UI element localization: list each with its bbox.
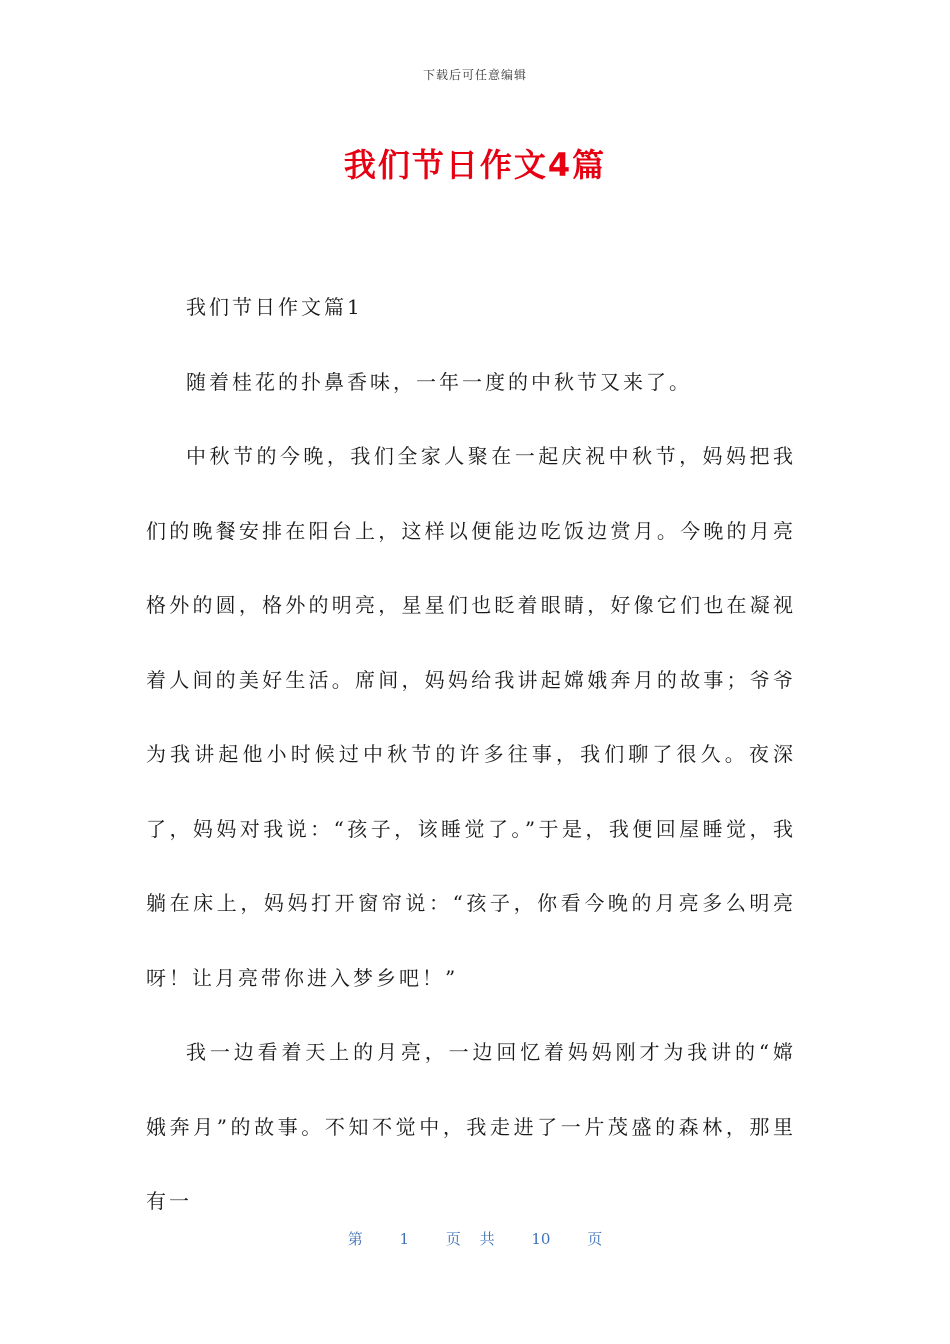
paragraph: 随着桂花的扑鼻香味，一年一度的中秋节又来了。 — [186, 369, 692, 394]
paragraph: 中秋节的今晚，我们全家人聚在一起庆祝中秋节，妈妈把我们的晚餐安排在阳台上，这样以便能边吃饭边赏月。今晚的月亮格外的圆，格外的明亮，星星们也眨着眼睛，好像它们也在凝视着人间的美好生活。席间，妈妈给我讲起嫦娥奔月的故事；爷爷为我讲起他小时候过中秋节的许多往事，我们聊了很久。夜深了，妈妈对我说：“孩子，该睡觉了。”于是，我便回屋睡觉，我躺在床上，妈妈打开窗帘说：“孩子，你看今晚的月亮多么明亮呀！让月亮带你进入梦乡吧！” — [146, 444, 796, 990]
article-body — [146, 270, 796, 1239]
header-note: 下载后可任意编辑 — [422, 68, 527, 82]
footer-mid: 页 共 — [445, 1230, 495, 1248]
document-title: 我们节日作文4篇 — [343, 146, 607, 184]
paragraph: 我一边看着天上的月亮，一边回忆着妈妈刚才为我讲的“嫦娥奔月”的故事。不知不觉中，我走进了一片茂盛的森林，那里有一 — [146, 1040, 796, 1213]
page-footer — [0, 1228, 950, 1249]
footer-prefix: 第 — [347, 1230, 363, 1248]
current-page-number: 1 — [399, 1230, 410, 1248]
section-heading: 我们节日作文篇1 — [186, 295, 363, 319]
total-pages-number: 10 — [531, 1230, 551, 1248]
footer-suffix: 页 — [587, 1230, 603, 1248]
